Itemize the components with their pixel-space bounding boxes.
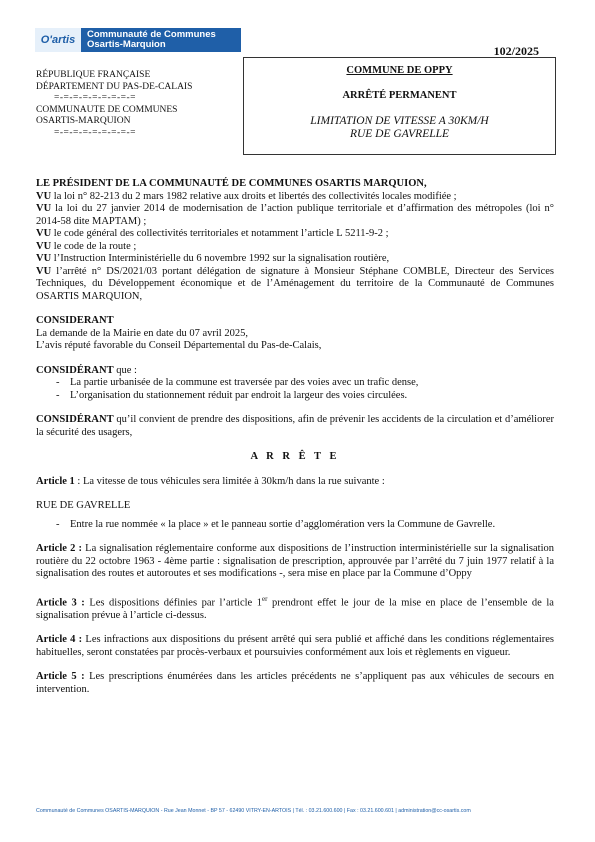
vu-label: VU (36, 240, 52, 252)
street-name: RUE DE GAVRELLE (36, 500, 131, 511)
document-body (36, 178, 554, 696)
considerant-heading: CONSIDÉRANT que : (36, 364, 137, 376)
logo-mark: O'artis (35, 28, 81, 52)
article-4: Article 4 : Les infractions aux dispositions du présent arrêté qui sera publié et affiché dans les conditions réglementaires habituelles, seront constatées par procès-verbaux et poursuivies conformément aux lois et règlements en vigueur. (36, 634, 554, 658)
logo-text (81, 30, 216, 51)
list-item: - L’organisation du stationnement réduit par endroit la largeur des voies circulées. (36, 390, 554, 403)
vu-label: VU (36, 253, 52, 264)
vu-text: la loi n° 82-213 du 2 mars 1982 relative aux droits et libertés des collectivités locales modifiée ; (53, 190, 457, 202)
separator: =-=-=-=-=-=-=-=-= (54, 93, 137, 103)
considerant-heading: CONSIDERANT (36, 315, 114, 326)
vu-label: VU (36, 203, 52, 214)
title-box (243, 57, 556, 155)
vu-text: l’Instruction Interministérielle du 6 novembre 1992 sur la signalisation routière, (53, 253, 390, 264)
list-item: - Entre la rue nommée « la place » et le panneau sortie d’agglomération vers la Commune de Gavrelle. (36, 519, 554, 532)
vu-label: VU (36, 190, 52, 202)
subject-line-2: RUE DE GAVRELLE (349, 128, 450, 140)
separator: =-=-=-=-=-=-=-=-= (54, 127, 137, 138)
article-2: Article 2 : La signalisation réglementaire conforme aux dispositions de l’instruction interministérielle sur la signalisation routière du 22 octobre 1963 - 4ème partie : signalisation de prescription, approuvée par l’arrêté du 7 juin 1977 relatif à la signalisation des routes et autoroutes et ses modifications -, sera mise en place par la Commune d’Oppy (36, 543, 554, 579)
logo-line-1: Communauté de Communes (87, 28, 216, 40)
vu-text: le code de la route ; (53, 240, 137, 252)
community-label: COMMUNAUTE DE COMMUNES (36, 104, 178, 115)
republic-label: RÉPUBLIQUE FRANÇAISE (36, 70, 151, 80)
department-label: DÉPARTEMENT DU PAS-DE-CALAIS (36, 81, 193, 92)
vu-text: l’arrêté n° DS/2021/03 portant délégation de signature à Monsieur Stéphane COMBLE, Directeur des Services Techniques, du Développement économique et de l’Aménagement du territoire de la Communauté de Communes OSARTIS MARQUION, (36, 265, 554, 302)
vu-line (36, 228, 554, 241)
vu-label: VU (36, 228, 52, 239)
commune-title: COMMUNE DE OPPY (346, 65, 453, 76)
vu-line (36, 266, 554, 304)
subject-line-1: LIMITATION DE VITESSE A 30KM/H (310, 115, 489, 127)
vu-line (36, 191, 554, 204)
considerant-list (36, 377, 554, 402)
vu-text: la loi du 27 janvier 2014 de modernisation de l’action publique territoriale et d’affirmation des métropoles (loi n° 2014-58 dite MAPTAM) ; (36, 203, 555, 227)
arrete-number: 102/2025 (493, 44, 539, 58)
considerant-line: L’avis réputé favorable du Conseil Départemental du Pas-de-Calais, (36, 340, 322, 351)
list-item: - La partie urbanisée de la commune est traversée par des voies avec un trafic dense, (36, 377, 554, 390)
vu-line (36, 253, 554, 266)
president-heading: LE PRÉSIDENT DE LA COMMUNAUTÉ DE COMMUNES OSARTIS MARQUION, (36, 178, 427, 189)
vu-line (36, 241, 554, 254)
logo-line-2: Osartis-Marquion (87, 39, 166, 50)
arrete-heading: A R R Ê T E (250, 451, 340, 462)
street-list (36, 519, 554, 532)
considerant-paragraph: CONSIDÉRANT qu’il convient de prendre des dispositions, afin de prévenir les accidents de la circulation et d’améliorer la sécurité des usagers, (36, 414, 554, 438)
vu-text: le code général des collectivités territoriales et notamment l’article L 5211-9-2 ; (53, 228, 389, 239)
organization-logo (35, 28, 241, 52)
vu-label: VU (36, 265, 52, 277)
left-header (36, 70, 236, 139)
vu-line (36, 203, 554, 228)
article-1: Article 1 : La vitesse de tous véhicules sera limitée à 30km/h dans la rue suivante : (36, 475, 385, 487)
article-5: Article 5 : Les prescriptions énumérées dans les articles précédents ne s’appliquent pas aux véhicules de secours en intervention. (36, 671, 554, 695)
arrete-type: ARRÊTÉ PERMANENT (342, 90, 457, 101)
considerant-line: La demande de la Mairie en date du 07 avril 2025, (36, 327, 248, 339)
footer-contact: Communauté de Communes OSARTIS-MARQUION - Rue Jean Monnet - BP 57 - 62490 VITRY-EN-ARTOIS | Tél. : 03.21.600.600 | Fax : 03.21.600.601 | administration@cc-osartis.com (36, 808, 471, 814)
article-3: Article 3 : Les dispositions définies par l’article 1er prendront effet le jour de la mise en place de l’ensemble de la signalisation prévue à l’article ci-dessus. (36, 594, 554, 621)
arrete-subject (244, 115, 555, 141)
community-name: OSARTIS-MARQUION (36, 116, 131, 126)
